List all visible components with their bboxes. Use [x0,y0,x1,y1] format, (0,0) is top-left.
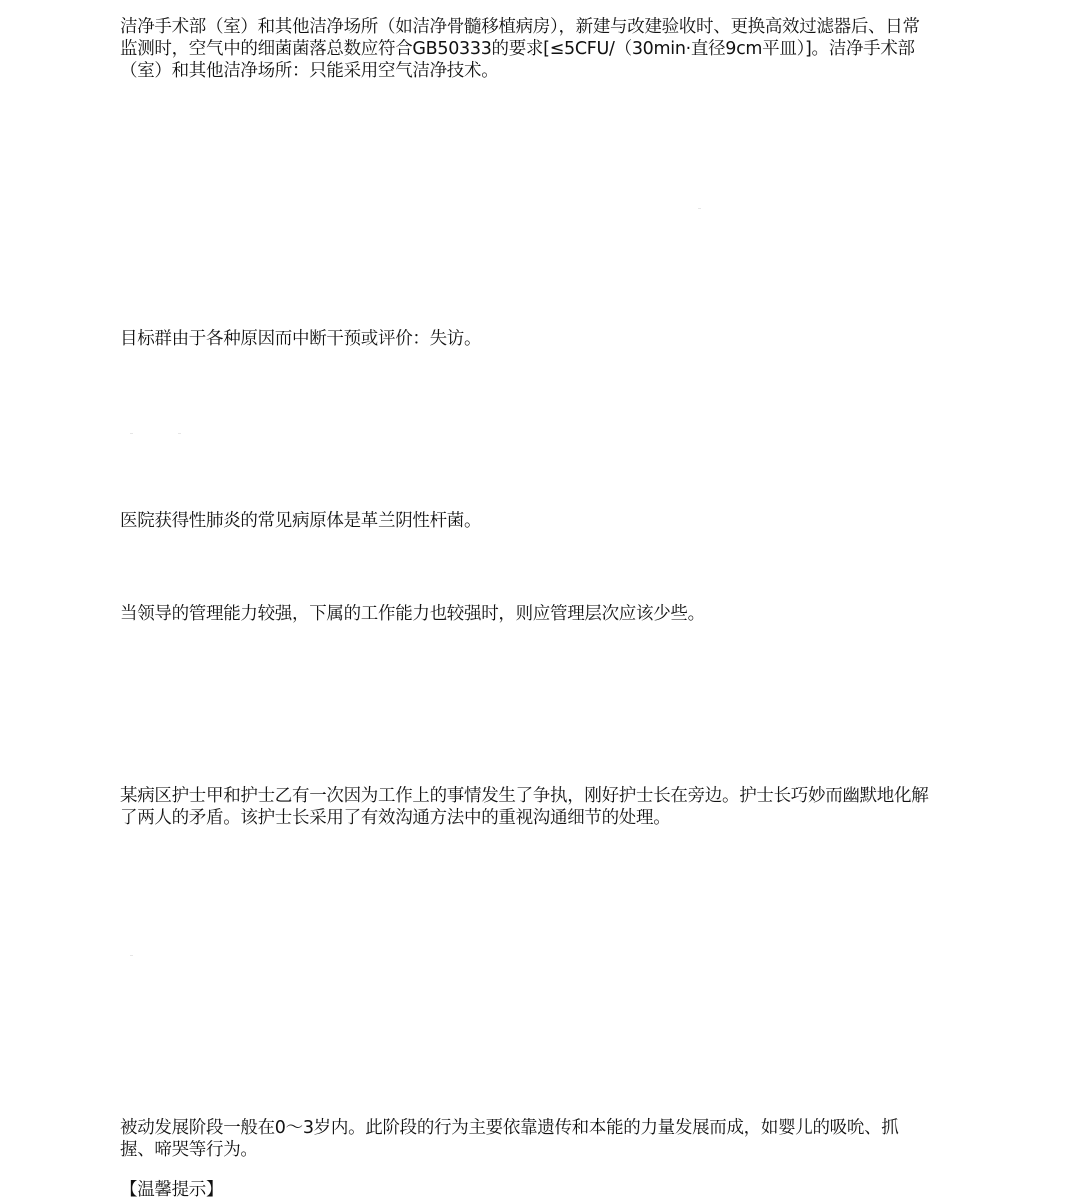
paragraph-loss-to-follow-up: 目标群由于各种原因而中断干预或评价：失访。 [120,329,482,349]
scan-speck [698,208,701,209]
scan-speck [178,433,181,434]
paragraph-management-levels: 当领导的管理能力较强，下属的工作能力也较强时，则应管理层次应该少些。 [120,604,705,624]
cutoff-text-line [120,1179,320,1200]
paragraph-hospital-pneumonia: 医院获得性肺炎的常见病原体是革兰阴性杆菌。 [120,511,482,531]
paragraph-nurse-communication: 某病区护士甲和护士乙有一次因为工作上的事情发生了争执，刚好护士长在旁边。护士长巧妙而幽默地化解了两人的矛盾。该护士长采用了有效沟通方法中的重视沟通细节的处理。 [120,786,929,828]
scan-speck [130,955,133,956]
cutoff-text: 【温馨提示】 [120,1180,224,1200]
paragraph-passive-development: 被动发展阶段一般在0～3岁内。此阶段的行为主要依靠遗传和本能的力量发展而成，如婴儿的吸吮、抓握、啼哭等行为。 [120,1118,899,1160]
scan-speck [130,433,133,434]
paragraph-clean-operating-room: 洁净手术部（室）和其他洁净场所（如洁净骨髓移植病房），新建与改建验收时、更换高效过滤器后、日常监测时，空气中的细菌菌落总数应符合GB50333的要求[≤5CFU/（30min·直径9cm平皿）]。洁净手术部（室）和其他洁净场所：只能采用空气洁净技术。 [120,17,920,81]
